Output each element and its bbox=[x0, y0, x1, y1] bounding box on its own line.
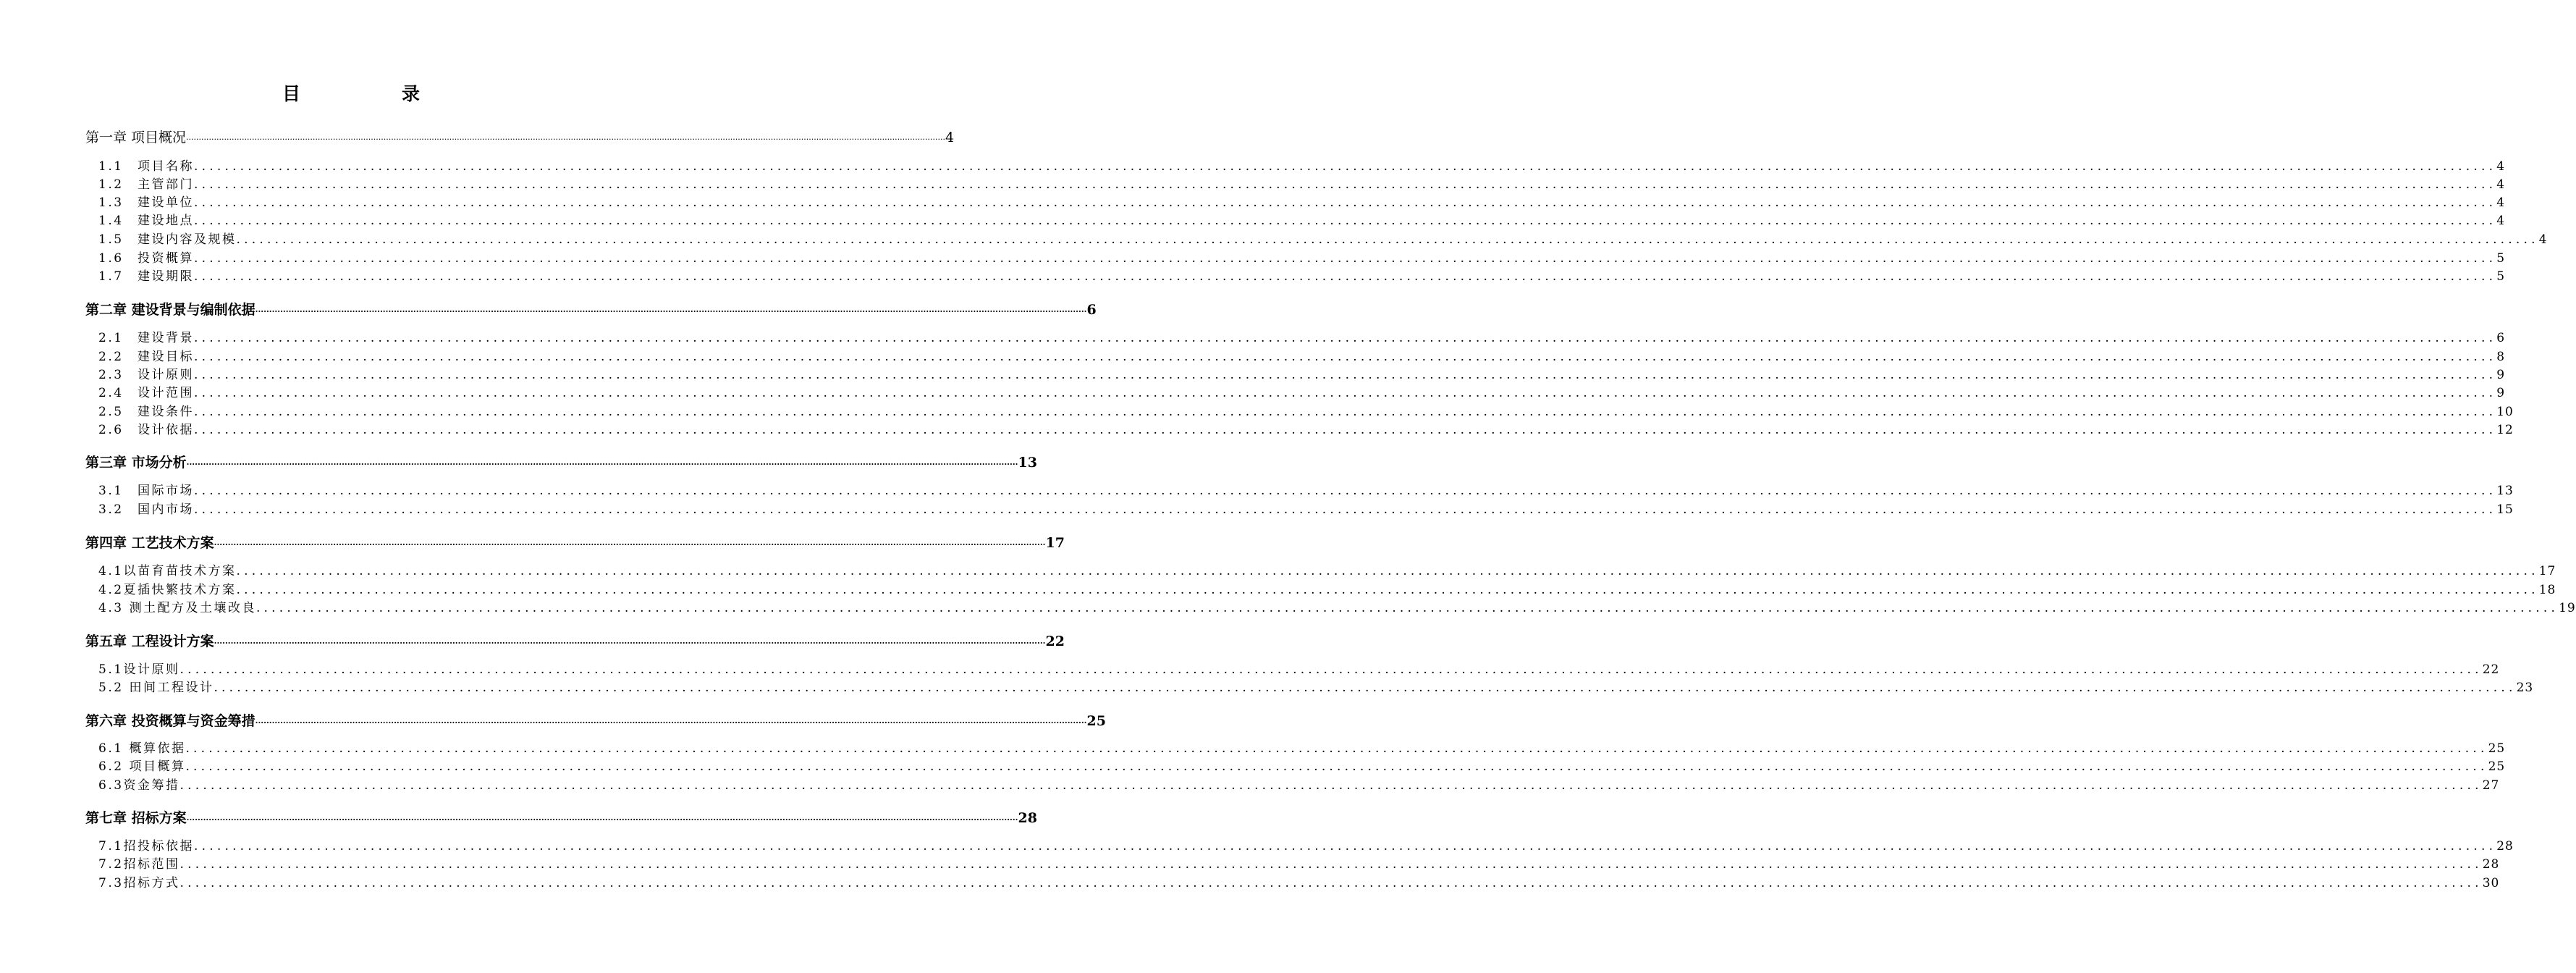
toc-section-1-2-label: 1.2 主管部门 bbox=[98, 177, 195, 192]
toc-section-2-2[interactable] bbox=[85, 349, 2506, 365]
toc-section-3-1-label: 3.1 国际市场 bbox=[98, 484, 195, 498]
dot-leader: ............................................................................................................................................................................................................................................................................................................ bbox=[255, 716, 1087, 725]
toc-chapter-2[interactable] bbox=[85, 301, 1097, 319]
toc-section-1-3[interactable] bbox=[85, 195, 2506, 211]
toc-section-6-2-label: 6.2 项目概算 bbox=[98, 759, 186, 774]
toc-chapter-3-label: 第三章 市场分析 bbox=[85, 455, 187, 471]
toc-section-2-6-label: 2.6 设计依据 bbox=[98, 423, 195, 437]
toc-section-3-2-label: 3.2 国内市场 bbox=[98, 502, 195, 517]
toc-section-6-2[interactable] bbox=[85, 759, 2506, 775]
toc-section-6-1[interactable] bbox=[85, 741, 2506, 757]
dot-leader: ............................................................................................................................................................................................................................................................................................................ bbox=[236, 564, 2539, 578]
toc-section-2-4[interactable] bbox=[85, 385, 2506, 401]
toc-section-7-3[interactable] bbox=[85, 875, 2500, 891]
toc-chapter-6-label: 第六章 投资概算与资金筹措 bbox=[85, 713, 256, 729]
toc-section-5-2-label: 5.2 田间工程设计 bbox=[98, 681, 214, 695]
toc-section-1-2-page-number: 4 bbox=[2496, 177, 2506, 192]
toc-section-1-1-page-number: 4 bbox=[2496, 159, 2506, 174]
dot-leader: ............................................................................................................................................................................................................................................................................................................ bbox=[214, 681, 2517, 695]
toc-section-1-4[interactable] bbox=[85, 213, 2506, 229]
dot-leader: ............................................................................................................................................................................................................................................................................................................ bbox=[194, 214, 2497, 228]
toc-section-6-3-label: 6.3资金筹措 bbox=[98, 778, 180, 793]
toc-section-4-2-page-number: 18 bbox=[2538, 583, 2556, 597]
toc-section-1-5[interactable] bbox=[85, 232, 2548, 248]
toc-title bbox=[0, 81, 688, 110]
toc-section-2-3-label: 2.3 设计原则 bbox=[98, 368, 195, 382]
toc-section-2-5-page-number: 10 bbox=[2496, 405, 2514, 419]
toc-section-3-1[interactable] bbox=[85, 483, 2514, 499]
toc-section-6-1-label: 6.1 概算依据 bbox=[98, 741, 186, 756]
toc-chapter-7-label: 第七章 招标方案 bbox=[85, 810, 187, 826]
toc-chapter-3-page-number: 13 bbox=[1018, 455, 1037, 471]
dot-leader: ............................................................................................................................................................................................................................................................................................................ bbox=[186, 458, 1018, 467]
toc-section-1-3-page-number: 4 bbox=[2496, 195, 2506, 210]
dot-leader: ............................................................................................................................................................................................................................................................................................................ bbox=[194, 386, 2497, 400]
toc-section-4-2[interactable] bbox=[85, 582, 2556, 598]
dot-leader: ............................................................................................................................................................................................................................................................................................................ bbox=[194, 350, 2497, 364]
dot-leader: ............................................................................................................................................................................................................................................................................................................ bbox=[180, 778, 2483, 793]
toc-section-2-4-page-number: 9 bbox=[2496, 386, 2506, 400]
toc-section-1-1-label: 1.1 项目名称 bbox=[98, 159, 195, 174]
dot-leader: ............................................................................................................................................................................................................................................................................................................ bbox=[194, 423, 2497, 437]
toc-section-1-5-label: 1.5 建设内容及规模 bbox=[98, 232, 237, 247]
toc-section-1-4-page-number: 4 bbox=[2496, 214, 2506, 228]
toc-chapter-5[interactable] bbox=[85, 633, 1065, 650]
dot-leader: ............................................................................................................................................................................................................................................................................................................ bbox=[186, 132, 946, 142]
dot-leader: ............................................................................................................................................................................................................................................................................................................ bbox=[194, 251, 2497, 266]
toc-section-6-2-page-number: 25 bbox=[2488, 759, 2506, 774]
toc-section-1-3-label: 1.3 建设单位 bbox=[98, 195, 195, 210]
toc-section-4-3-page-number: 19 bbox=[2559, 601, 2576, 615]
toc-section-1-7-label: 1.7 建设期限 bbox=[98, 269, 195, 284]
toc-chapter-1[interactable] bbox=[85, 129, 955, 146]
toc-section-7-2-page-number: 28 bbox=[2482, 857, 2500, 872]
dot-leader: ............................................................................................................................................................................................................................................................................................................ bbox=[194, 177, 2497, 192]
dot-leader: ............................................................................................................................................................................................................................................................................................................ bbox=[194, 269, 2497, 284]
toc-chapter-7[interactable] bbox=[85, 809, 1037, 827]
dot-leader: ............................................................................................................................................................................................................................................................................................................ bbox=[186, 813, 1018, 822]
dot-leader: ............................................................................................................................................................................................................................................................................................................ bbox=[194, 502, 2497, 517]
toc-chapter-7-page-number: 28 bbox=[1018, 810, 1037, 826]
toc-section-3-2[interactable] bbox=[85, 502, 2514, 518]
dot-leader: ............................................................................................................................................................................................................................................................................................................ bbox=[194, 368, 2497, 382]
toc-section-7-2[interactable] bbox=[85, 856, 2500, 872]
toc-section-2-1-label: 2.1 建设背景 bbox=[98, 331, 195, 345]
dot-leader: ............................................................................................................................................................................................................................................................................................................ bbox=[256, 601, 2559, 615]
dot-leader: ............................................................................................................................................................................................................................................................................................................ bbox=[194, 195, 2497, 210]
toc-section-2-2-page-number: 8 bbox=[2496, 350, 2506, 364]
toc-chapter-2-label: 第二章 建设背景与编制依据 bbox=[85, 302, 256, 318]
toc-chapter-3[interactable] bbox=[85, 454, 1037, 471]
dot-leader: ............................................................................................................................................................................................................................................................................................................ bbox=[180, 662, 2483, 677]
toc-section-5-2[interactable] bbox=[85, 680, 2534, 696]
toc-section-4-1-label: 4.1以苗育苗技术方案 bbox=[98, 564, 237, 578]
toc-section-5-1-page-number: 22 bbox=[2482, 662, 2500, 677]
toc-section-4-2-label: 4.2夏插快繁技术方案 bbox=[98, 583, 237, 597]
dot-leader: ............................................................................................................................................................................................................................................................................................................ bbox=[236, 583, 2539, 597]
toc-section-1-7-page-number: 5 bbox=[2496, 269, 2506, 284]
toc-chapter-2-page-number: 6 bbox=[1086, 302, 1097, 318]
toc-section-7-1-label: 7.1招投标依据 bbox=[98, 839, 195, 854]
toc-section-1-2[interactable] bbox=[85, 177, 2506, 193]
dot-leader: ............................................................................................................................................................................................................................................................................................................ bbox=[185, 759, 2488, 774]
dot-leader: ............................................................................................................................................................................................................................................................................................................ bbox=[180, 876, 2483, 890]
toc-title-char-2: 录 bbox=[402, 83, 421, 104]
toc-section-4-1-page-number: 17 bbox=[2538, 564, 2556, 578]
toc-chapter-5-page-number: 22 bbox=[1045, 633, 1065, 649]
toc-section-4-3[interactable] bbox=[85, 600, 2576, 616]
dot-leader: ............................................................................................................................................................................................................................................................................................................ bbox=[236, 232, 2539, 247]
toc-chapter-1-page-number: 4 bbox=[945, 130, 955, 146]
toc-section-7-1[interactable] bbox=[85, 838, 2514, 854]
toc-section-2-5-label: 2.5 建设条件 bbox=[98, 405, 195, 419]
toc-section-6-1-page-number: 25 bbox=[2488, 741, 2506, 756]
toc-chapter-1-label: 第一章 项目概况 bbox=[85, 130, 187, 146]
toc-section-6-3[interactable] bbox=[85, 778, 2500, 793]
toc-chapter-6[interactable] bbox=[85, 712, 1106, 730]
toc-section-2-4-label: 2.4 设计范围 bbox=[98, 386, 195, 400]
toc-section-1-6-label: 1.6 投资概算 bbox=[98, 251, 195, 266]
toc-section-2-2-label: 2.2 建设目标 bbox=[98, 350, 195, 364]
toc-section-5-2-page-number: 23 bbox=[2516, 681, 2534, 695]
dot-leader: ............................................................................................................................................................................................................................................................................................................ bbox=[194, 331, 2497, 345]
toc-section-3-1-page-number: 13 bbox=[2496, 484, 2514, 498]
dot-leader: ............................................................................................................................................................................................................................................................................................................ bbox=[194, 839, 2497, 854]
toc-section-1-7[interactable] bbox=[85, 269, 2506, 285]
toc-section-7-3-label: 7.3招标方式 bbox=[98, 876, 180, 890]
toc-section-5-1-label: 5.1设计原则 bbox=[98, 662, 180, 677]
toc-section-1-4-label: 1.4 建设地点 bbox=[98, 214, 195, 228]
dot-leader: ............................................................................................................................................................................................................................................................................................................ bbox=[255, 305, 1087, 314]
toc-section-4-3-label: 4.3 测土配方及土壤改良 bbox=[98, 601, 256, 615]
toc-chapter-4-label: 第四章 工艺技术方案 bbox=[85, 535, 214, 551]
toc-section-2-3[interactable] bbox=[85, 367, 2506, 383]
toc-section-2-6[interactable] bbox=[85, 422, 2514, 438]
toc-section-1-1[interactable] bbox=[85, 159, 2506, 174]
toc-section-7-3-page-number: 30 bbox=[2482, 876, 2500, 890]
toc-section-7-2-label: 7.2招标范围 bbox=[98, 857, 180, 872]
dot-leader: ............................................................................................................................................................................................................................................................................................................ bbox=[194, 405, 2497, 419]
toc-section-4-1[interactable] bbox=[85, 563, 2556, 579]
dot-leader: ............................................................................................................................................................................................................................................................................................................ bbox=[185, 741, 2488, 756]
toc-section-2-3-page-number: 9 bbox=[2496, 368, 2506, 382]
toc-section-7-1-page-number: 28 bbox=[2496, 839, 2514, 854]
toc-section-2-5[interactable] bbox=[85, 404, 2514, 420]
toc-chapter-4-page-number: 17 bbox=[1045, 535, 1065, 551]
toc-chapter-4[interactable] bbox=[85, 534, 1065, 552]
toc-section-2-1-page-number: 6 bbox=[2496, 331, 2506, 345]
toc-section-2-1[interactable] bbox=[85, 330, 2506, 346]
toc-title-char-1: 目 bbox=[282, 83, 301, 104]
toc-section-3-2-page-number: 15 bbox=[2496, 502, 2514, 517]
toc-chapter-6-page-number: 25 bbox=[1086, 713, 1106, 729]
toc-section-6-3-page-number: 27 bbox=[2482, 778, 2500, 793]
toc-section-2-6-page-number: 12 bbox=[2496, 423, 2514, 437]
dot-leader: ............................................................................................................................................................................................................................................................................................................ bbox=[194, 484, 2497, 498]
toc-chapter-5-label: 第五章 工程设计方案 bbox=[85, 633, 214, 649]
dot-leader: ............................................................................................................................................................................................................................................................................................................ bbox=[214, 538, 1046, 547]
toc-section-1-5-page-number: 4 bbox=[2538, 232, 2548, 247]
dot-leader: ............................................................................................................................................................................................................................................................................................................ bbox=[194, 159, 2497, 174]
toc-section-1-6[interactable] bbox=[85, 250, 2506, 266]
toc-section-5-1[interactable] bbox=[85, 662, 2500, 678]
dot-leader: ............................................................................................................................................................................................................................................................................................................ bbox=[180, 857, 2483, 872]
toc-section-1-6-page-number: 5 bbox=[2496, 251, 2506, 266]
dot-leader: ............................................................................................................................................................................................................................................................................................................ bbox=[214, 636, 1046, 646]
